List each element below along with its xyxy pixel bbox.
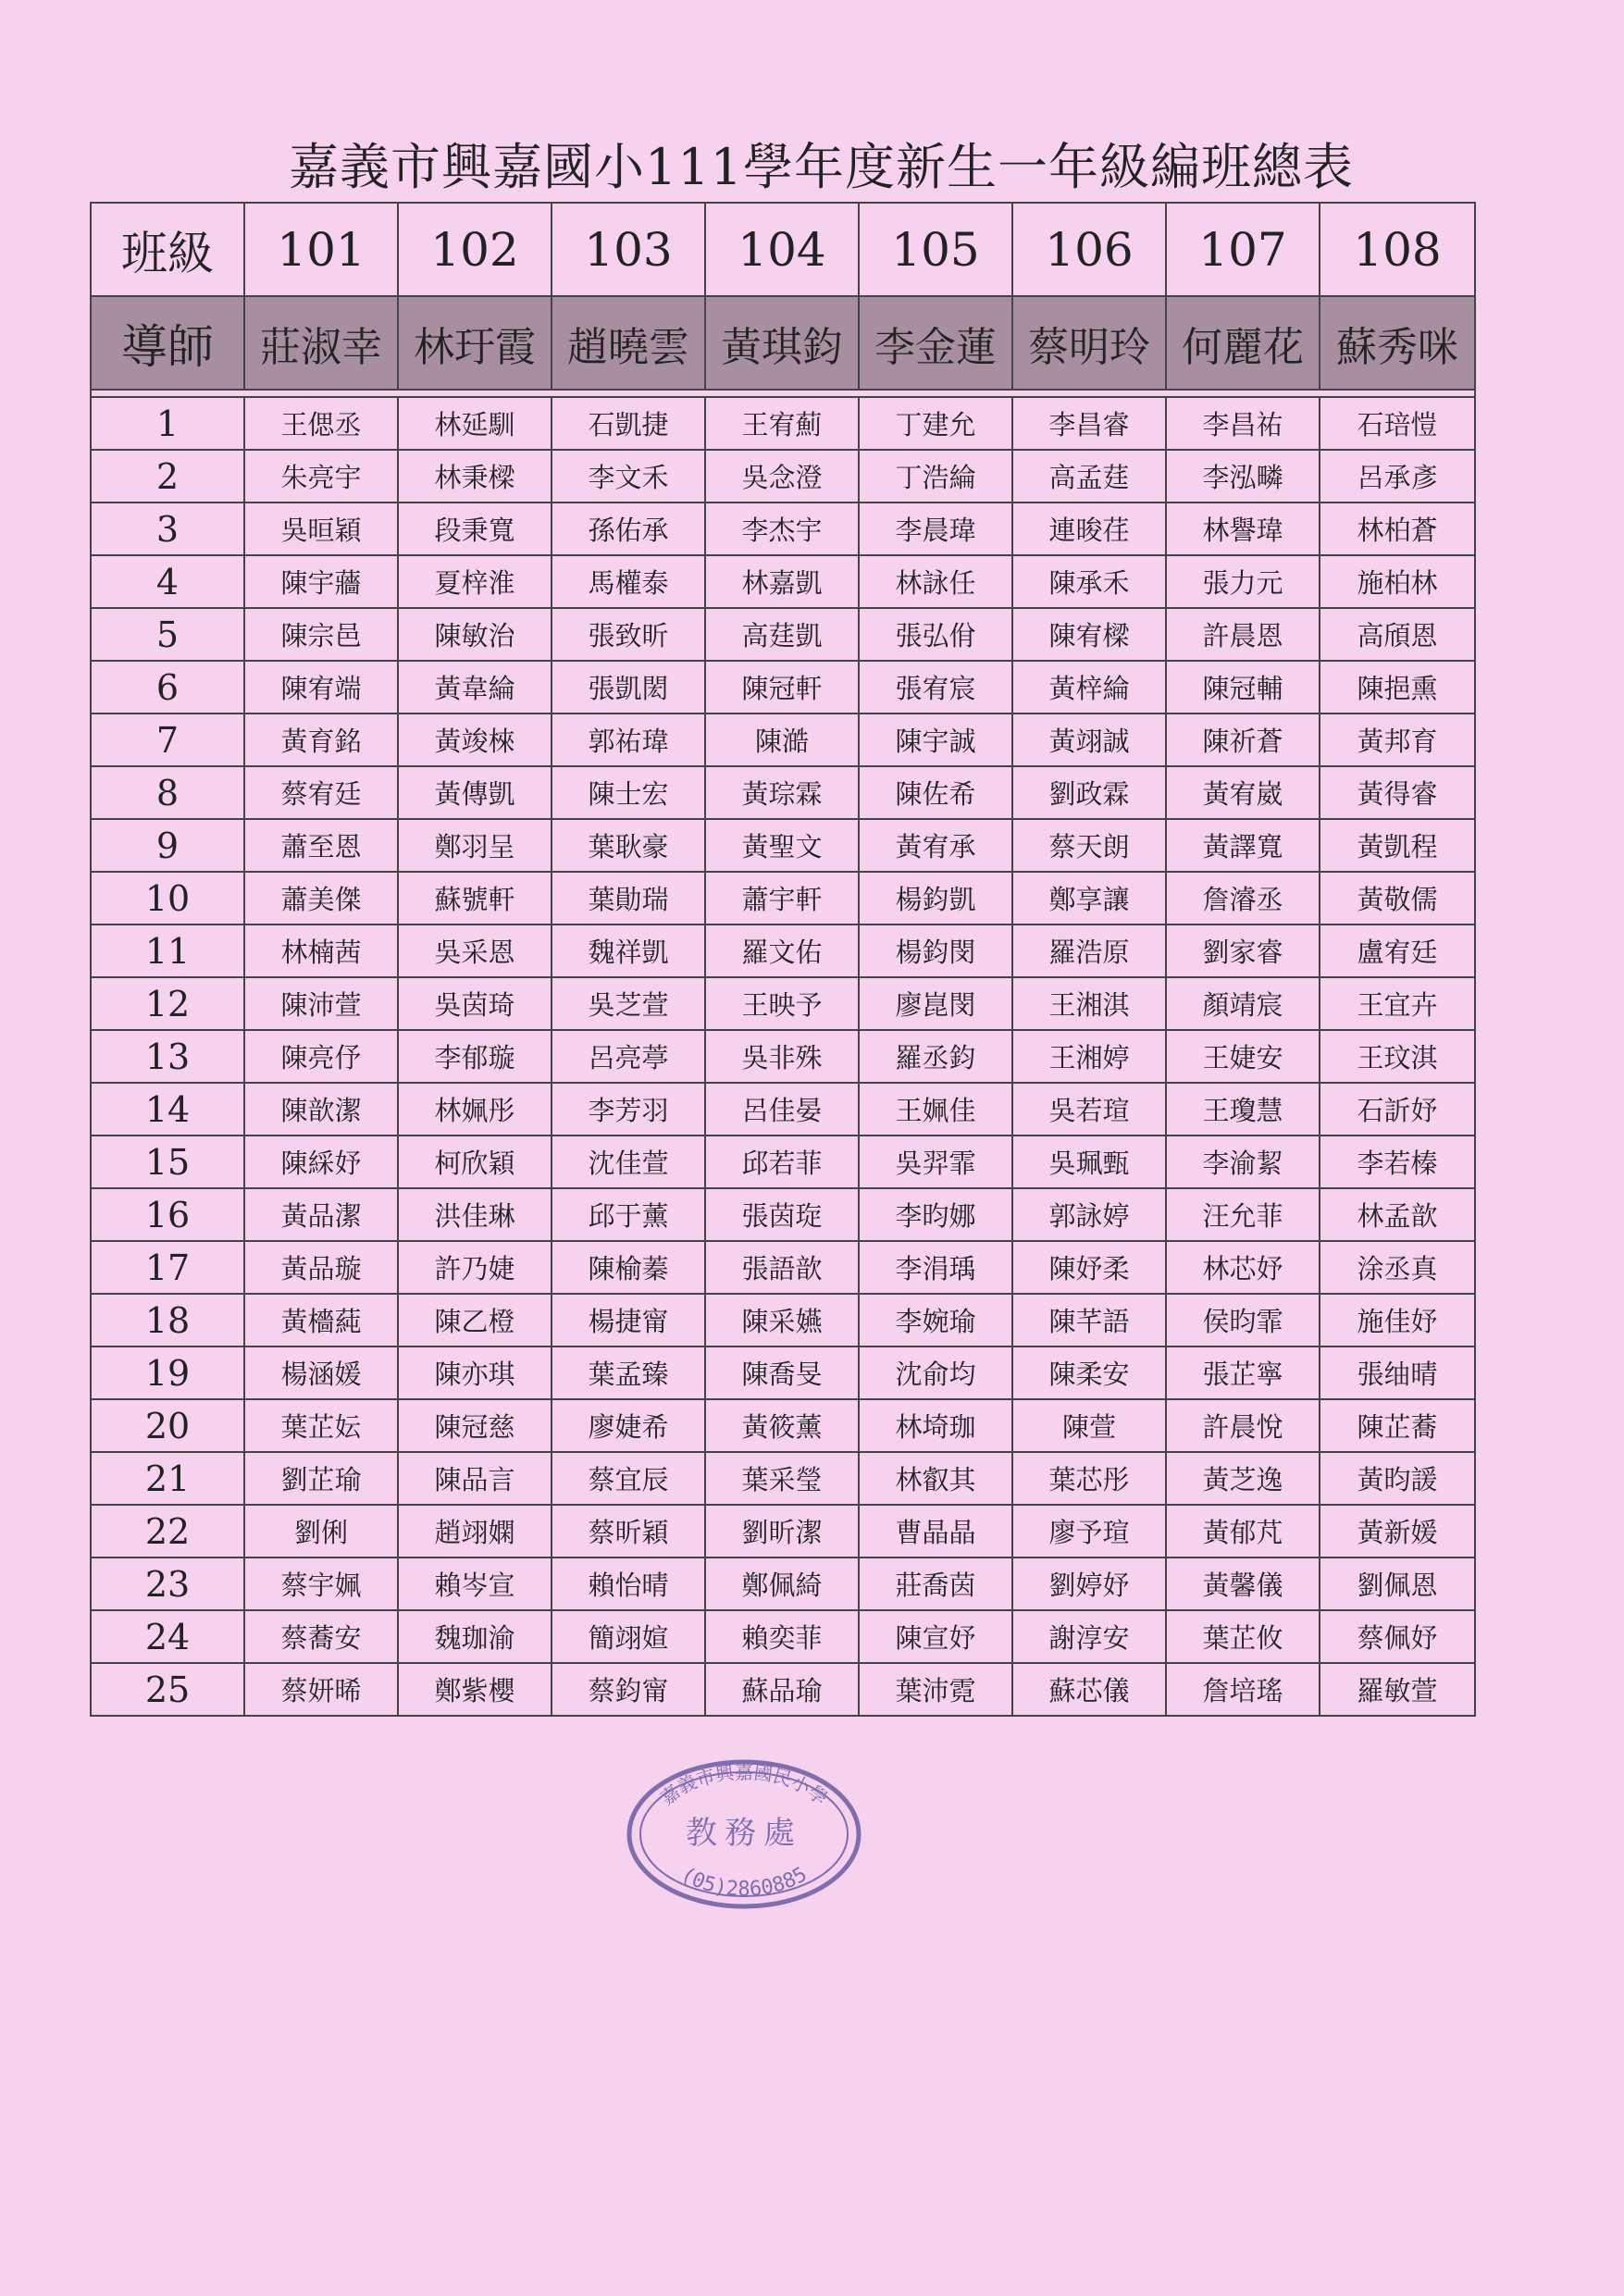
student-name: 石凱捷 [552,397,705,450]
student-name: 林嘉凱 [705,555,859,608]
table-row [91,397,1475,450]
seat-number: 5 [91,608,244,661]
student-name: 蔡宥廷 [244,766,398,819]
class-number-row [91,203,1475,296]
student-name: 簡翊媗 [552,1610,705,1663]
class-number: 107 [1166,203,1320,296]
student-name: 吳羿霏 [859,1136,1012,1188]
student-name: 葉芯彤 [1012,1452,1166,1505]
seat-number: 20 [91,1399,244,1452]
seat-number: 24 [91,1610,244,1663]
student-name: 吳非殊 [705,1030,859,1083]
student-name: 陳沛萱 [244,977,398,1030]
student-name: 李文禾 [552,450,705,503]
class-number: 101 [244,203,398,296]
student-name: 陳宥樑 [1012,608,1166,661]
teacher-name: 莊淑幸 [244,296,398,390]
student-name: 吳若瑄 [1012,1083,1166,1136]
student-name: 黃得睿 [1320,766,1475,819]
student-name: 黃聖文 [705,819,859,872]
student-name: 王宥薊 [705,397,859,450]
table-row [91,555,1475,608]
student-name: 羅敏萱 [1320,1663,1475,1716]
teacher-name: 蔡明玲 [1012,296,1166,390]
student-name: 黃敬儒 [1320,872,1475,925]
student-name: 魏珈渝 [398,1610,552,1663]
student-name: 劉佩恩 [1320,1558,1475,1610]
table-row [91,819,1475,872]
student-name: 蔡宇姵 [244,1558,398,1610]
student-name: 王湘淇 [1012,977,1166,1030]
student-name: 李郁璇 [398,1030,552,1083]
page-title: 嘉義市興嘉國小111學年度新生一年級編班總表 [288,138,1355,196]
student-name: 陳綵妤 [244,1136,398,1188]
student-name: 羅文佑 [705,925,859,977]
student-name: 孫佑承 [552,503,705,555]
student-name: 蘇品瑜 [705,1663,859,1716]
student-name: 李昌祐 [1166,397,1320,450]
student-name: 段秉寬 [398,503,552,555]
student-name: 陳冠軒 [705,661,859,714]
student-name: 劉政霖 [1012,766,1166,819]
student-name: 李若榛 [1320,1136,1475,1188]
seat-number: 1 [91,397,244,450]
student-name: 黃郁芃 [1166,1505,1320,1558]
student-name: 涂丞真 [1320,1241,1475,1294]
student-name: 林芯妤 [1166,1241,1320,1294]
student-name: 黃譯寬 [1166,819,1320,872]
student-name: 黃翊誠 [1012,714,1166,766]
student-name: 盧宥廷 [1320,925,1475,977]
student-name: 黃芝逸 [1166,1452,1320,1505]
student-name: 黃竣棶 [398,714,552,766]
student-name: 郭祐瑋 [552,714,705,766]
student-name: 蔡宜辰 [552,1452,705,1505]
student-name: 吳茵琦 [398,977,552,1030]
student-name: 丁建允 [859,397,1012,450]
student-name: 張語歆 [705,1241,859,1294]
class-roster-table [90,202,1476,1717]
student-name: 丁浩綸 [859,450,1012,503]
table-row [91,977,1475,1030]
seat-number: 8 [91,766,244,819]
student-name: 黃宥承 [859,819,1012,872]
student-name: 黃品璇 [244,1241,398,1294]
student-name: 廖予瑄 [1012,1505,1166,1558]
student-name: 許乃婕 [398,1241,552,1294]
student-name: 張凱閎 [552,661,705,714]
student-name: 王姵佳 [859,1083,1012,1136]
student-name: 蘇號軒 [398,872,552,925]
student-name: 詹濬丞 [1166,872,1320,925]
seat-number: 22 [91,1505,244,1558]
student-name: 蔡蕎安 [244,1610,398,1663]
seat-number: 11 [91,925,244,977]
seal-phone: (05)2860885 [676,1862,812,1902]
student-name: 黃馨儀 [1166,1558,1320,1610]
student-name: 張宥宸 [859,661,1012,714]
student-name: 連晙荏 [1012,503,1166,555]
table-row [91,1241,1475,1294]
teacher-label: 導師 [91,296,244,390]
student-name: 高孟莛 [1012,450,1166,503]
table-row [91,450,1475,503]
table-row [91,1399,1475,1452]
table-row [91,1558,1475,1610]
student-rows [91,397,1475,1716]
seat-number: 3 [91,503,244,555]
student-name: 陳敏治 [398,608,552,661]
student-name: 郭詠婷 [1012,1188,1166,1241]
seat-number: 2 [91,450,244,503]
student-name: 吳芝萱 [552,977,705,1030]
seat-number: 14 [91,1083,244,1136]
student-name: 葉孟臻 [552,1347,705,1399]
student-name: 楊鈞閔 [859,925,1012,977]
student-name: 施佳妤 [1320,1294,1475,1347]
student-name: 楊捷甯 [552,1294,705,1347]
student-name: 呂承彥 [1320,450,1475,503]
student-name: 陳宗邑 [244,608,398,661]
student-name: 陳妤柔 [1012,1241,1166,1294]
table-row [91,1136,1475,1188]
student-name: 許晨恩 [1166,608,1320,661]
student-name: 黃昀諼 [1320,1452,1475,1505]
teacher-name: 趙曉雲 [552,296,705,390]
student-name: 鄭佩綺 [705,1558,859,1610]
student-name: 葉耿豪 [552,819,705,872]
student-name: 李杰宇 [705,503,859,555]
student-name: 張弘佾 [859,608,1012,661]
seat-number: 25 [91,1663,244,1716]
student-name: 陳士宏 [552,766,705,819]
student-name: 蕭至恩 [244,819,398,872]
student-name: 王婕安 [1166,1030,1320,1083]
class-label: 班級 [91,203,244,296]
student-name: 葉芷攸 [1166,1610,1320,1663]
student-name: 王偲丞 [244,397,398,450]
student-name: 黃宥崴 [1166,766,1320,819]
student-name: 鄭羽呈 [398,819,552,872]
student-name: 蕭美傑 [244,872,398,925]
seat-number: 19 [91,1347,244,1399]
table-row [91,1452,1475,1505]
seat-number: 7 [91,714,244,766]
student-name: 葉沛霓 [859,1663,1012,1716]
student-name: 楊鈞凱 [859,872,1012,925]
class-number: 102 [398,203,552,296]
student-name: 王湘婷 [1012,1030,1166,1083]
student-name: 蕭宇軒 [705,872,859,925]
seat-number: 17 [91,1241,244,1294]
student-name: 王瓊慧 [1166,1083,1320,1136]
student-name: 柯欣穎 [398,1136,552,1188]
teacher-name: 林玗霞 [398,296,552,390]
student-name: 陳乙橙 [398,1294,552,1347]
student-name: 陳佐希 [859,766,1012,819]
table-row [91,1610,1475,1663]
seat-number: 13 [91,1030,244,1083]
student-name: 羅丞鈞 [859,1030,1012,1083]
student-name: 李芳羽 [552,1083,705,1136]
seat-number: 12 [91,977,244,1030]
student-name: 陳萱 [1012,1399,1166,1452]
student-name: 劉家睿 [1166,925,1320,977]
student-name: 王玟淇 [1320,1030,1475,1083]
student-name: 楊涵媛 [244,1347,398,1399]
teacher-name: 黃琪鈞 [705,296,859,390]
student-name: 鄭享讓 [1012,872,1166,925]
student-name: 侯昀霏 [1166,1294,1320,1347]
student-name: 高頎恩 [1320,608,1475,661]
student-name: 朱亮宇 [244,450,398,503]
student-name: 林孟歆 [1320,1188,1475,1241]
student-name: 蔡佩妤 [1320,1610,1475,1663]
student-name: 詹培瑤 [1166,1663,1320,1716]
student-name: 李晨瑋 [859,503,1012,555]
student-name: 邱若菲 [705,1136,859,1188]
student-name: 謝淳安 [1012,1610,1166,1663]
seat-number: 18 [91,1294,244,1347]
student-name: 洪佳琳 [398,1188,552,1241]
student-name: 林秉樑 [398,450,552,503]
seat-number: 9 [91,819,244,872]
student-name: 王宜卉 [1320,977,1475,1030]
student-name: 賴奕菲 [705,1610,859,1663]
student-name: 陳亮伃 [244,1030,398,1083]
student-name: 施柏林 [1320,555,1475,608]
student-name: 林楠茜 [244,925,398,977]
student-name: 陳柔安 [1012,1347,1166,1399]
student-name: 呂佳晏 [705,1083,859,1136]
student-name: 林柏蒼 [1320,503,1475,555]
student-name: 陳冠慈 [398,1399,552,1452]
student-name: 陳品言 [398,1452,552,1505]
student-name: 石訢妤 [1320,1083,1475,1136]
student-name: 葉勛瑞 [552,872,705,925]
student-name: 林詠任 [859,555,1012,608]
seat-number: 4 [91,555,244,608]
table-row [91,1083,1475,1136]
school-seal-stamp [624,1753,864,1910]
student-name: 吳念澄 [705,450,859,503]
student-name: 李泓疄 [1166,450,1320,503]
student-name: 賴怡晴 [552,1558,705,1610]
student-name: 廖婕希 [552,1399,705,1452]
seat-number: 6 [91,661,244,714]
student-name: 吳采恩 [398,925,552,977]
table-row [91,1188,1475,1241]
table-row [91,503,1475,555]
student-name: 黃筱薰 [705,1399,859,1452]
table-row [91,714,1475,766]
student-name: 蔡鈞甯 [552,1663,705,1716]
student-name: 莊喬茵 [859,1558,1012,1610]
student-name: 張致昕 [552,608,705,661]
student-name: 黃育銘 [244,714,398,766]
seat-number: 21 [91,1452,244,1505]
student-name: 許晨悅 [1166,1399,1320,1452]
student-name: 石琣愷 [1320,397,1475,450]
seat-number: 15 [91,1136,244,1188]
class-number: 108 [1320,203,1475,296]
table-row [91,608,1475,661]
class-number: 103 [552,203,705,296]
student-name: 陳喬旻 [705,1347,859,1399]
student-name: 陳歆潔 [244,1083,398,1136]
student-name: 李昌睿 [1012,397,1166,450]
student-name: 陳宇誠 [859,714,1012,766]
student-name: 陳宣妤 [859,1610,1012,1663]
student-name: 廖崑閔 [859,977,1012,1030]
teacher-name: 蘇秀咪 [1320,296,1475,390]
student-name: 陳采嬿 [705,1294,859,1347]
student-name: 李渝絜 [1166,1136,1320,1188]
student-name: 黃傳凱 [398,766,552,819]
header-separator [91,390,1475,397]
table-row [91,661,1475,714]
student-name: 葉采瑩 [705,1452,859,1505]
table-row [91,1347,1475,1399]
seal-school-name: 嘉義市興嘉國民小學 [655,1761,833,1810]
student-name: 黃梓綸 [1012,661,1166,714]
table-row [91,1030,1475,1083]
class-number: 104 [705,203,859,296]
student-name: 蔡昕穎 [552,1505,705,1558]
student-name: 陳宥端 [244,661,398,714]
table-row [91,1294,1475,1347]
student-name: 蔡妍晞 [244,1663,398,1716]
seat-number: 10 [91,872,244,925]
table-row [91,1505,1475,1558]
student-name: 呂亮葶 [552,1030,705,1083]
table-row [91,872,1475,925]
student-name: 高莛凱 [705,608,859,661]
student-name: 張茵琁 [705,1188,859,1241]
table-row [91,1663,1475,1716]
student-name: 曹晶晶 [859,1505,1012,1558]
student-name: 劉芷瑜 [244,1452,398,1505]
student-name: 黃檣蒓 [244,1294,398,1347]
seat-number: 23 [91,1558,244,1610]
student-name: 馬權泰 [552,555,705,608]
student-name: 陳芊語 [1012,1294,1166,1347]
student-name: 蘇芯儀 [1012,1663,1166,1716]
student-name: 顏靖宸 [1166,977,1320,1030]
class-number: 106 [1012,203,1166,296]
student-name: 陳芷蕎 [1320,1399,1475,1452]
student-name: 吳珮甄 [1012,1136,1166,1188]
student-name: 劉昕潔 [705,1505,859,1558]
student-name: 林姵彤 [398,1083,552,1136]
student-name: 黃品潔 [244,1188,398,1241]
seal-office-name: 教務處 [686,1815,802,1852]
teacher-name: 李金蓮 [859,296,1012,390]
teacher-name: 何麗花 [1166,296,1320,390]
student-name: 林延馴 [398,397,552,450]
student-name: 李昀娜 [859,1188,1012,1241]
student-name: 賴岑宣 [398,1558,552,1610]
student-name: 趙翊嫻 [398,1505,552,1558]
student-name: 邱于薰 [552,1188,705,1241]
student-name: 陳挹熏 [1320,661,1475,714]
teacher-row [91,296,1475,390]
student-name: 陳祈蒼 [1166,714,1320,766]
student-name: 蔡天朗 [1012,819,1166,872]
student-name: 陳冠輔 [1166,661,1320,714]
student-name: 陳承禾 [1012,555,1166,608]
student-name: 沈佳萱 [552,1136,705,1188]
student-name: 李涓瑀 [859,1241,1012,1294]
student-name: 黃邦育 [1320,714,1475,766]
student-name: 夏梓淮 [398,555,552,608]
student-name: 魏祥凱 [552,925,705,977]
student-name: 陳亦琪 [398,1347,552,1399]
student-name: 張䌷晴 [1320,1347,1475,1399]
student-name: 葉芷妘 [244,1399,398,1452]
class-number: 105 [859,203,1012,296]
student-name: 黃新媛 [1320,1505,1475,1558]
student-name: 鄭紫櫻 [398,1663,552,1716]
student-name: 林埼珈 [859,1399,1012,1452]
student-name: 吳晅穎 [244,503,398,555]
student-name: 陳澔 [705,714,859,766]
student-name: 黃凱程 [1320,819,1475,872]
student-name: 黃韋綸 [398,661,552,714]
student-name: 林叡其 [859,1452,1012,1505]
seat-number: 16 [91,1188,244,1241]
student-name: 陳榆蓁 [552,1241,705,1294]
student-name: 陳宇蘠 [244,555,398,608]
student-name: 林譽瑋 [1166,503,1320,555]
student-name: 沈俞均 [859,1347,1012,1399]
student-name: 王映予 [705,977,859,1030]
table-row [91,925,1475,977]
student-name: 羅浩原 [1012,925,1166,977]
student-name: 張芷寧 [1166,1347,1320,1399]
student-name: 劉俐 [244,1505,398,1558]
student-name: 劉婷妤 [1012,1558,1166,1610]
student-name: 李婉瑜 [859,1294,1012,1347]
student-name: 張力元 [1166,555,1320,608]
student-name: 黃琮霖 [705,766,859,819]
table-row [91,766,1475,819]
student-name: 汪允菲 [1166,1188,1320,1241]
